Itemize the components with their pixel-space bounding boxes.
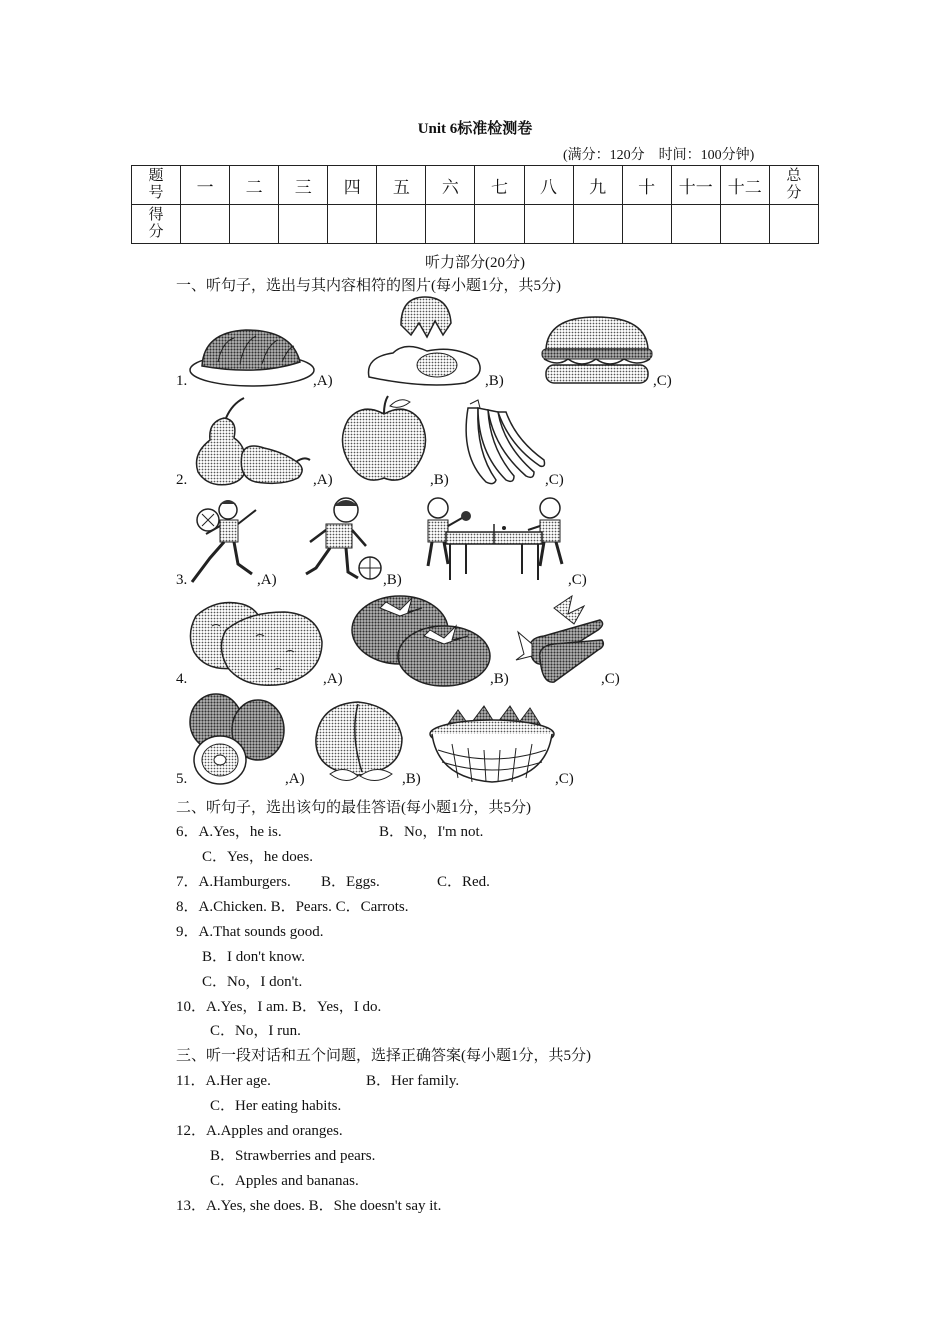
exam-meta: (满分：120分 时间：100分钟): [563, 148, 755, 163]
option-b-label[interactable]: ,B): [485, 373, 504, 389]
basketball-player-image: [296, 494, 388, 586]
kiwis-image: [186, 692, 288, 786]
column-header: 四: [328, 166, 377, 205]
option-b-label[interactable]: ,B): [383, 572, 402, 588]
question-8-line: 8．A.Chicken. B．Pears. C．Carrots.: [176, 899, 409, 915]
question-11-option-b: B．Her family.: [366, 1073, 460, 1089]
score-cell[interactable]: [426, 205, 475, 244]
option-b-label[interactable]: ,B): [402, 771, 421, 787]
apple-image: [338, 394, 432, 488]
score-cell[interactable]: [181, 205, 230, 244]
score-cell[interactable]: [671, 205, 720, 244]
hamburger-image: [538, 313, 656, 387]
strawberries-basket-image: [428, 694, 556, 786]
score-cell[interactable]: [622, 205, 671, 244]
option-c-label[interactable]: ,C): [555, 771, 574, 787]
question-9-line-1: 9．A.That sounds good.: [176, 924, 324, 940]
question-11-option-c: C．Her eating habits.: [210, 1098, 342, 1114]
pears-image: [186, 396, 314, 488]
ping-pong-players-image: [416, 494, 572, 586]
column-header: 六: [426, 166, 475, 205]
question-6-option-c: C．Yes，he does.: [202, 849, 313, 865]
option-c-label[interactable]: ,C): [653, 373, 672, 389]
option-a-label[interactable]: ,A): [323, 671, 343, 687]
row-label-score: 得 分: [132, 205, 181, 244]
question-number: 2.: [176, 472, 188, 488]
row-label-question-number: 题 号: [132, 166, 181, 205]
peach-image: [310, 698, 408, 786]
option-c-label[interactable]: ,C): [568, 572, 587, 588]
option-a-label[interactable]: ,A): [313, 472, 333, 488]
column-header: 十: [622, 166, 671, 205]
score-cell[interactable]: [377, 205, 426, 244]
column-header-total: 总 分: [769, 166, 818, 205]
question-12-option-c: C．Apples and bananas.: [210, 1173, 359, 1189]
column-header: 十一: [671, 166, 720, 205]
score-cell[interactable]: [475, 205, 524, 244]
score-table: [131, 165, 819, 244]
question-13-line-1: 13．A.Yes, she does. B．She doesn't say it.: [176, 1198, 442, 1214]
option-a-label[interactable]: ,A): [285, 771, 305, 787]
score-table-header-row: [132, 166, 819, 205]
score-cell[interactable]: [230, 205, 279, 244]
bananas-image: [456, 396, 548, 488]
score-table-score-row: [132, 205, 819, 244]
question-number: 4.: [176, 671, 188, 687]
question-12-line-1: 12．A.Apples and oranges.: [176, 1123, 343, 1139]
score-cell[interactable]: [328, 205, 377, 244]
column-header: 七: [475, 166, 524, 205]
question-6-option-b: B．No，I'm not.: [379, 824, 484, 840]
question-6-line-1: 6．A.Yes，he is.: [176, 824, 282, 840]
section-1-heading: 一、听句子，选出与其内容相符的图片(每小题1分，共5分): [176, 278, 561, 294]
listening-header: 听力部分(20分): [425, 255, 525, 271]
option-c-label[interactable]: ,C): [545, 472, 564, 488]
option-b-label[interactable]: ,B): [490, 671, 509, 687]
question-7-option-b: B．Eggs.: [321, 874, 380, 890]
potatoes-image: [186, 596, 326, 688]
soccer-player-image: [186, 494, 262, 586]
option-b-label[interactable]: ,B): [430, 472, 449, 488]
question-12-option-b: B．Strawberries and pears.: [210, 1148, 376, 1164]
question-10-line-1: 10．A.Yes，I am. B．Yes，I do.: [176, 999, 382, 1015]
score-cell[interactable]: [573, 205, 622, 244]
column-header: 十二: [720, 166, 769, 205]
question-number: 3.: [176, 572, 188, 588]
option-a-label[interactable]: ,A): [257, 572, 277, 588]
question-9-option-c: C．No，I don't.: [202, 974, 303, 990]
option-a-label[interactable]: ,A): [313, 373, 333, 389]
section-2-heading: 二、听句子，选出该句的最佳答语(每小题1分，共5分): [176, 800, 531, 816]
column-header: 八: [524, 166, 573, 205]
score-cell[interactable]: [720, 205, 769, 244]
question-7-option-c: C．Red.: [437, 874, 490, 890]
bread-image: [188, 318, 316, 390]
column-header: 三: [279, 166, 328, 205]
question-number: 1.: [176, 373, 188, 389]
question-11-line-1: 11．A.Her age.: [176, 1073, 271, 1089]
page-title: Unit 6标准检测卷: [417, 121, 533, 137]
egg-image: [365, 295, 487, 389]
option-c-label[interactable]: ,C): [601, 671, 620, 687]
score-cell[interactable]: [524, 205, 573, 244]
column-header: 一: [181, 166, 230, 205]
question-10-option-c: C．No，I run.: [210, 1023, 301, 1039]
question-7-line-1: 7．A.Hamburgers.: [176, 874, 291, 890]
column-header: 九: [573, 166, 622, 205]
score-cell[interactable]: [279, 205, 328, 244]
carrots-image: [514, 594, 606, 688]
section-3-heading: 三、听一段对话和五个问题，选择正确答案(每小题1分，共5分): [176, 1048, 591, 1064]
score-cell-total[interactable]: [769, 205, 818, 244]
tomatoes-image: [350, 594, 492, 688]
question-number: 5.: [176, 771, 188, 787]
question-9-option-b: B．I don't know.: [202, 949, 305, 965]
column-header: 二: [230, 166, 279, 205]
column-header: 五: [377, 166, 426, 205]
